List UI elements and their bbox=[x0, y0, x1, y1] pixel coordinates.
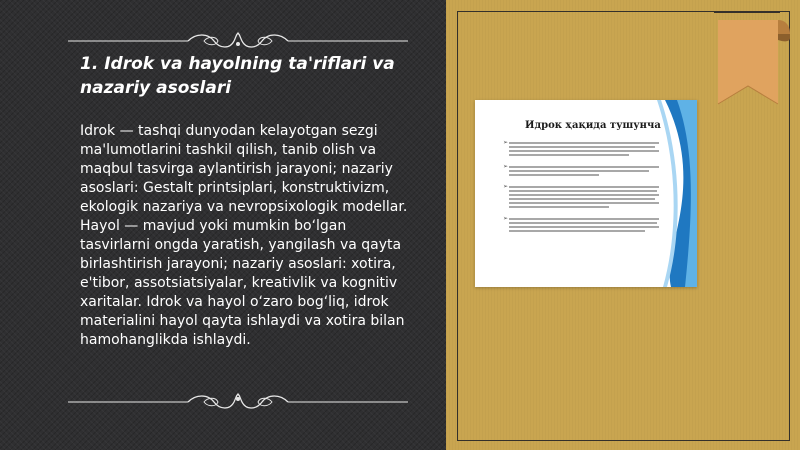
arrow-bullet-icon: ➢ bbox=[503, 215, 509, 222]
page-curl-bookmark-icon bbox=[714, 12, 794, 108]
preview-heading: Идрок ҳақида тушунча bbox=[525, 120, 661, 131]
arrow-bullet-icon: ➢ bbox=[503, 139, 509, 146]
ornament-divider-top-icon bbox=[68, 30, 408, 52]
preview-bullet-list bbox=[503, 139, 659, 242]
slide-body-text: Idrok — tashqi dunyodan kelayotgan sezgi ma'lumotlarini tashkil qilish, tanib olish va maqbul tasvirga aylantirish jarayoni; nazariy asoslari: Gestalt printsiplari, konstruktivizm, ekologik nazariya va nevropsixologik modellar. Hayol — mavjud yoki mumkin bo‘lgan tasvirlarni ongda yaratish, yangilash va qayta birlashtirish jarayoni; nazariy asoslari: xotira, e'tibor, assotsiatsiyalar, kreativlik va kognitiv xaritalar. Idrok va hayol o‘zaro bog‘liq, idrok materialini hayol qayta ishlaydi va xotira bilan hamohanglikda ishlaydi. bbox=[80, 123, 408, 348]
preview-bullet-item bbox=[503, 183, 659, 208]
arrow-bullet-icon: ➢ bbox=[503, 163, 509, 170]
preview-bullet-item bbox=[503, 163, 659, 176]
preview-bullet-item bbox=[503, 139, 659, 156]
preview-bullet-item bbox=[503, 215, 659, 232]
arrow-bullet-icon: ➢ bbox=[503, 183, 509, 190]
slide-preview-image bbox=[475, 100, 697, 287]
slide-heading: 1. Idrok va hayolning ta'riflari va nazariy asoslari bbox=[80, 54, 395, 98]
ornament-divider-bottom-icon bbox=[68, 391, 408, 413]
